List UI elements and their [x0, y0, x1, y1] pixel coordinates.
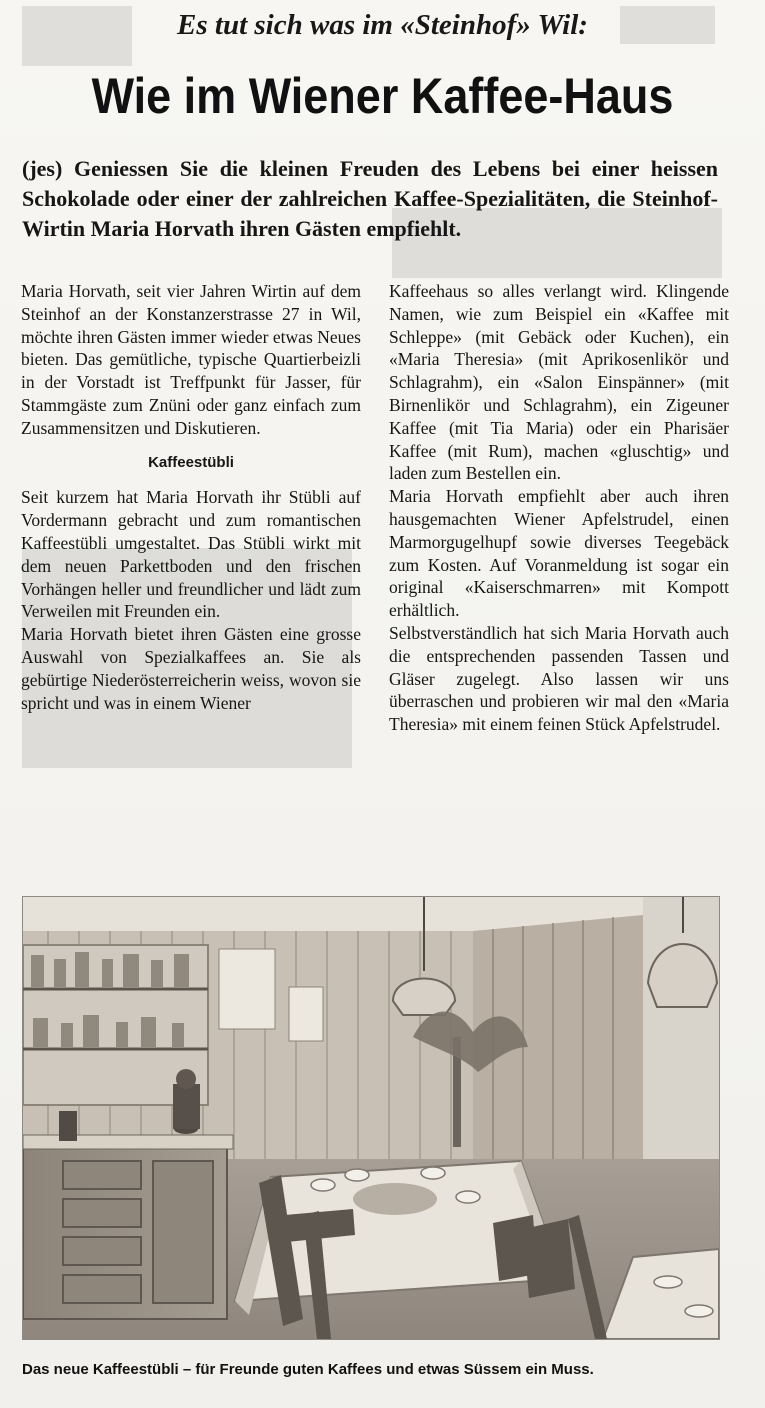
article-kicker: Es tut sich was im «Steinhof» Wil: — [177, 9, 588, 41]
left-paragraph-1: Maria Horvath, seit vier Jahren Wirtin auf dem Steinhof an der Konstanzerstrasse 27 in Wil, möchte ihren Gästen immer wieder etwas Neues bieten. Das gemütliche, typische Quartierbeizli in der Vorstadt ist Treffpunkt für Jasser, für Stammgäste zum Znüni oder ganz einfach zum Zusammensitzen und Diskutieren. — [21, 281, 361, 438]
left-paragraph-2: Seit kurzem hat Maria Horvath ihr Stübli auf Vordermann gebracht und zum romantischen Kaffeestübli umgestaltet. Das Stübli wirkt mit dem neuen Parkettboden und den frischen Vorhängen heller und freundlicher und lädt zum Verweilen mit Freunden ein. — [21, 487, 361, 622]
photo-caption: Das neue Kaffeestübli – für Freunde guten Kaffees und etwas Süssem ein Muss. — [22, 1361, 594, 1378]
right-column — [389, 280, 729, 736]
cafe-interior-photo — [22, 896, 720, 1340]
subheading-kaffeestuebli: Kaffeestübli — [148, 453, 234, 471]
left-column — [21, 280, 361, 714]
left-paragraph-3: Maria Horvath bietet ihren Gästen eine grosse Auswahl von Spezialkaffees an. Sie als gebürtige Niederösterreicherin weiss, wovon sie spricht und was in einem Wiener — [21, 624, 361, 713]
right-paragraph-1: Kaffeehaus so alles verlangt wird. Klingende Namen, wie zum Beispiel ein «Kaffee mit Schleppe» (mit Gebäck oder Kuchen), ein «Maria Theresia» (mit Aprikosenlikör und Schlagrahm), ein «Salon Einspänner» (mit Birnenlikör und Schlagrahm), ein Zigeuner Kaffee (mit Tia Maria) oder ein Pharisäer Kaffee (mit Rum), machen «gluschtig» und laden zum Bestellen ein. — [389, 281, 729, 484]
cafe-interior-illustration — [23, 897, 719, 1339]
article-headline: Wie im Wiener Kaffee-Haus — [91, 68, 674, 124]
article-lead: (jes) Geniessen Sie die kleinen Freuden des Lebens bei einer heissen Schokolade oder einer der zahlreichen Kaffee-Spezialitäten, die Steinhof-Wirtin Maria Horvath ihren Gästen empfiehlt. — [22, 156, 718, 241]
right-paragraph-2: Maria Horvath empfiehlt aber auch ihren hausgemachten Wiener Apfelstrudel, einen Marmorgugelhupf sowie diverses Teegebäck zum Kosten. Auf Voranmeldung ist sogar ein original «Kaiserschmarren» mit Kompott erhältlich. — [389, 486, 729, 621]
right-paragraph-3: Selbstverständlich hat sich Maria Horvath auch die entsprechenden passenden Tassen und Gläser zugelegt. Also lassen wir uns überraschen und probieren wir mal den «Maria Theresia» mit einem feinen Stück Apfelstrudel. — [389, 622, 729, 735]
